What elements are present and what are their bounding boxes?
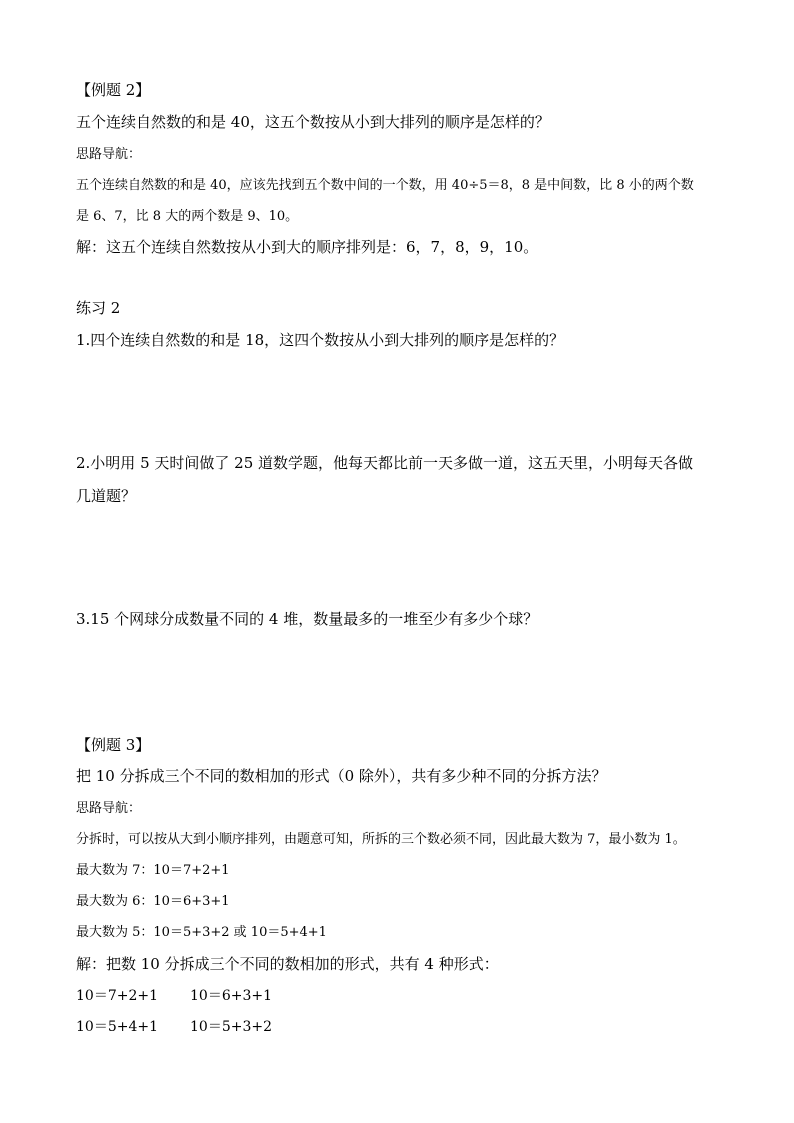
example-2-hint-line-2: 是 6、7，比 8 大的两个数是 9、10。 [76, 209, 299, 224]
example-3-heading: 【例题 3】 [76, 736, 151, 754]
practice-2-question-1: 1.四个连续自然数的和是 18，这四个数按从小到大排列的顺序是怎样的？ [76, 331, 565, 349]
form-item: 10＝5+4+1 [76, 1019, 158, 1035]
example-3-case-6: 最大数为 6：10＝6+3+1 [76, 894, 230, 909]
form-item: 10＝6+3+1 [190, 988, 272, 1004]
example-2-answer: 解：这五个连续自然数按从小到大的顺序排列是：6，7，8，9，10。 [76, 238, 539, 256]
practice-2-question-3: 3.15 个网球分成数量不同的 4 堆，数量最多的一堆至少有多少个球？ [76, 610, 539, 628]
practice-2-heading: 练习 2 [76, 299, 121, 317]
example-3-case-7: 最大数为 7：10＝7+2+1 [76, 863, 230, 878]
example-2-question: 五个连续自然数的和是 40，这五个数按从小到大排列的顺序是怎样的？ [76, 113, 550, 131]
practice-2-question-2-line-2: 几道题？ [76, 487, 137, 505]
example-3-case-5: 最大数为 5：10＝5+3+2 或 10＝5+4+1 [76, 925, 327, 940]
practice-2-question-2-line-1: 2.小明用 5 天时间做了 25 道数学题，他每天都比前一天多做一道，这五天里，小明每天各做 [76, 454, 694, 472]
example-2-hint-line-1: 五个连续自然数的和是 40，应该先找到五个数中间的一个数，用 40÷5＝8，8 是中间数，比 8 小的两个数 [76, 178, 694, 193]
form-item: 10＝7+2+1 [76, 988, 158, 1004]
example-3-answer: 解：把数 10 分拆成三个不同的数相加的形式，共有 4 种形式： [76, 955, 499, 973]
example-3-hint-line-1: 分拆时，可以按从大到小顺序排列，由题意可知，所拆的三个数必须不同，因此最大数为 7，最小数为 1。 [76, 832, 686, 847]
example-2-hint-label: 思路导航： [76, 147, 142, 162]
example-2-heading: 【例题 2】 [76, 81, 151, 99]
example-3-hint-label: 思路导航： [76, 801, 142, 816]
form-item: 10＝5+3+2 [190, 1019, 272, 1035]
example-3-question: 把 10 分拆成三个不同的数相加的形式（0 除外），共有多少种不同的分拆方法？ [76, 767, 607, 785]
